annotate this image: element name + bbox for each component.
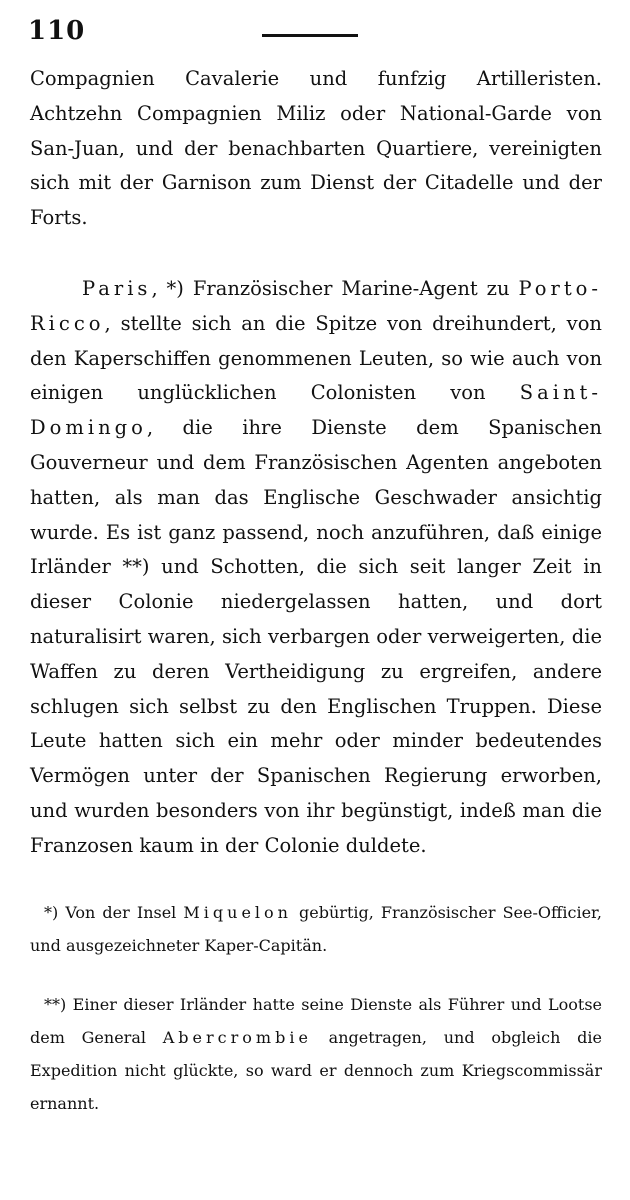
header-rule	[262, 34, 358, 37]
footnote-2-part-1: **) Einer dieser Irländer hatte seine Dienste als Führer und Lootse dem General	[30, 995, 602, 1047]
footnote-1-part-2: gebürtig, Französischer See-Officier, und ausgezeichneter Kaper-Capitän.	[30, 903, 603, 955]
place-saint-domingo: Saint-Domingo	[30, 381, 602, 440]
footnotes	[30, 896, 602, 1120]
place-miquelon: Miquelon	[183, 903, 292, 922]
paragraph-2	[30, 272, 602, 864]
paragraph-2-part-2: , stellte sich an die Spitze von dreihundert, von den Kaperschiffen genommenen Leuten, so wie auch von einigen unglücklichen Colonisten von	[30, 311, 602, 405]
paragraph-2-part-1: , *) Französischer Marine-Agent zu	[151, 276, 519, 300]
footnote-1-part-1: *) Von der Insel	[44, 903, 184, 922]
footnote-2-part-2: angetragen, und obgleich die Expedition nicht glückte, so ward er dennoch zum Kriegscommissär ernannt.	[30, 1028, 602, 1113]
person-name-abercrombie: Abercrombie	[162, 1028, 312, 1047]
footnote-1	[30, 896, 602, 962]
place-porto-ricco: Porto-Ricco	[30, 276, 602, 335]
body-text	[30, 62, 602, 864]
person-name-paris: Paris	[82, 276, 152, 300]
page-number: 110	[28, 16, 86, 46]
footnote-2	[30, 988, 602, 1120]
paragraph-2-part-3: , die ihre Dienste dem Spanischen Gouverneur und dem Französischen Agenten angeboten hatten, als man das Englische Geschwader ansichtig wurde. Es ist ganz passend, noch anzuführen, daß einige Irländer **) und Schotten, die sich seit langer Zeit in dieser Colonie niedergelassen hatten, und dort naturalisirt waren, sich verbargen oder verweigerten, die Waffen zu deren Vertheidigung zu ergreifen, andere schlugen sich selbst zu den Englischen Truppen. Diese Leute hatten sich ein mehr oder minder bedeutendes Vermögen unter der Spanischen Regierung erworben, und wurden besonders von ihr begünstigt, indeß man die Franzosen kaum in der Colonie duldete.	[30, 416, 602, 857]
paragraph-1: Compagnien Cavalerie und funfzig Artilleristen. Achtzehn Compagnien Miliz oder National-Garde von San-Juan, und der benachbarten Quartiere, vereinigten sich mit der Garnison zum Dienst der Citadelle und der Forts.	[30, 67, 602, 230]
